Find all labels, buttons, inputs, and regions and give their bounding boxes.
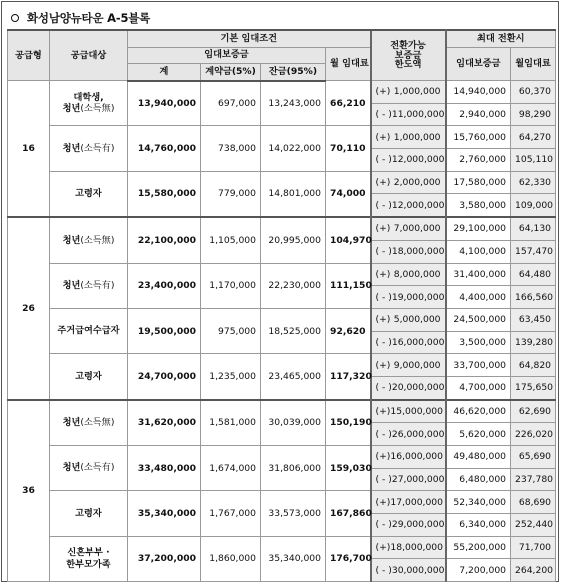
conversion-amount: 12,000,000 bbox=[391, 154, 445, 166]
total-cell: 14,760,000 bbox=[128, 126, 201, 171]
target-sub: (소득有) bbox=[80, 279, 115, 291]
table-row bbox=[8, 400, 556, 423]
balance-cell: 30,039,000 bbox=[261, 400, 326, 446]
total-cell: 24,700,000 bbox=[128, 354, 201, 400]
converted-rent-cell: 105,110 bbox=[511, 149, 556, 172]
monthly-rent-cell: 150,190 bbox=[326, 400, 371, 446]
target-cell bbox=[50, 81, 128, 126]
conversion-sign: (+) bbox=[375, 542, 391, 554]
conversion-amount: 26,000,000 bbox=[391, 428, 445, 440]
conversion-amount: 18,000,000 bbox=[391, 246, 445, 258]
conversion-amount: 18,000,000 bbox=[390, 542, 443, 554]
converted-deposit-cell: 6,480,000 bbox=[446, 468, 511, 491]
contract-cell: 975,000 bbox=[201, 308, 261, 353]
conversion-amount: 7,000,000 bbox=[393, 223, 441, 235]
conversion-sign: ( - ) bbox=[375, 246, 392, 258]
target-main: 청년 bbox=[62, 142, 81, 154]
conversion-amount: 27,000,000 bbox=[391, 474, 445, 486]
table-row bbox=[8, 81, 556, 104]
conversion-amount: 1,000,000 bbox=[393, 86, 441, 98]
converted-deposit-cell: 49,480,000 bbox=[446, 446, 511, 469]
conversion-sign: ( - ) bbox=[375, 336, 392, 348]
conversion-sign: ( - ) bbox=[375, 428, 392, 440]
target-main: 고령자 bbox=[75, 507, 102, 519]
converted-rent-cell: 175,650 bbox=[511, 376, 556, 399]
convertible-limit-cell bbox=[371, 126, 446, 149]
target-main: 고령자 bbox=[75, 188, 102, 200]
contract-cell: 1,860,000 bbox=[201, 536, 261, 581]
conversion-sign: (+) bbox=[375, 223, 391, 235]
target-sub: (소득無) bbox=[80, 234, 115, 246]
header-target: 공급대상 bbox=[50, 30, 128, 81]
conversion-amount: 9,000,000 bbox=[393, 359, 441, 371]
convertible-limit-cell bbox=[371, 514, 446, 537]
conversion-amount: 15,000,000 bbox=[390, 405, 443, 417]
converted-rent-cell: 64,270 bbox=[511, 126, 556, 149]
total-cell: 37,200,000 bbox=[128, 536, 201, 581]
conversion-amount: 1,000,000 bbox=[393, 131, 441, 143]
monthly-rent-cell: 176,700 bbox=[326, 536, 371, 581]
total-cell: 15,580,000 bbox=[128, 171, 201, 217]
converted-rent-cell: 139,280 bbox=[511, 331, 556, 354]
contract-cell: 697,000 bbox=[201, 81, 261, 126]
converted-rent-cell: 62,690 bbox=[511, 400, 556, 423]
converted-rent-cell: 64,130 bbox=[511, 217, 556, 240]
converted-deposit-cell: 29,100,000 bbox=[446, 217, 511, 240]
contract-cell: 1,235,000 bbox=[201, 354, 261, 400]
header-deposit: 임대보증금 bbox=[128, 47, 326, 64]
table-row bbox=[8, 171, 556, 194]
convertible-limit-cell bbox=[371, 331, 446, 354]
convertible-limit-cell bbox=[371, 171, 446, 194]
contract-cell: 1,581,000 bbox=[201, 400, 261, 446]
conversion-sign: (+) bbox=[375, 451, 391, 463]
balance-cell: 23,465,000 bbox=[261, 354, 326, 400]
converted-deposit-cell: 2,760,000 bbox=[446, 149, 511, 172]
header-max-conversion: 최대 전환시 bbox=[446, 30, 556, 47]
contract-cell: 779,000 bbox=[201, 171, 261, 217]
table-row bbox=[8, 446, 556, 469]
conversion-amount: 16,000,000 bbox=[390, 451, 443, 463]
header-supply-type: 공급형 bbox=[8, 30, 50, 81]
conversion-sign: ( - ) bbox=[375, 474, 392, 486]
converted-rent-cell: 252,440 bbox=[511, 514, 556, 537]
convertible-limit-cell bbox=[371, 423, 446, 446]
converted-rent-cell: 264,200 bbox=[511, 559, 556, 582]
total-cell: 13,940,000 bbox=[128, 81, 201, 126]
balance-cell: 14,801,000 bbox=[261, 171, 326, 217]
monthly-rent-cell: 111,150 bbox=[326, 263, 371, 308]
target-main: 대학생, 청년 bbox=[62, 91, 104, 115]
conversion-sign: ( - ) bbox=[375, 519, 392, 531]
circle-bullet-icon bbox=[11, 14, 19, 22]
target-main: 청년 bbox=[62, 417, 81, 429]
convertible-limit-cell bbox=[371, 308, 446, 331]
monthly-rent-cell: 70,110 bbox=[326, 126, 371, 171]
conversion-sign: (+) bbox=[375, 496, 391, 508]
target-cell bbox=[50, 400, 128, 446]
balance-cell: 35,340,000 bbox=[261, 536, 326, 581]
total-cell: 23,400,000 bbox=[128, 263, 201, 308]
balance-cell: 18,525,000 bbox=[261, 308, 326, 353]
target-main: 주거급여수급자 bbox=[57, 325, 120, 337]
conversion-sign: (+) bbox=[375, 177, 391, 189]
conversion-sign: ( - ) bbox=[375, 382, 392, 394]
header-basic-conditions: 기본 임대조건 bbox=[128, 30, 371, 47]
balance-cell: 33,573,000 bbox=[261, 491, 326, 536]
supply-type-cell: 26 bbox=[8, 217, 50, 400]
target-main: 청년 bbox=[62, 462, 81, 474]
table-row bbox=[8, 491, 556, 514]
convertible-limit-cell bbox=[371, 536, 446, 559]
convertible-limit-cell bbox=[371, 400, 446, 423]
converted-rent-cell: 98,290 bbox=[511, 103, 556, 126]
conversion-amount: 8,000,000 bbox=[393, 268, 441, 280]
convertible-limit-cell bbox=[371, 149, 446, 172]
monthly-rent-cell: 117,320 bbox=[326, 354, 371, 400]
conversion-amount: 2,000,000 bbox=[393, 177, 441, 189]
conversion-sign: (+) bbox=[375, 268, 391, 280]
monthly-rent-cell: 74,000 bbox=[326, 171, 371, 217]
converted-deposit-cell: 24,500,000 bbox=[446, 308, 511, 331]
converted-deposit-cell: 6,340,000 bbox=[446, 514, 511, 537]
target-cell bbox=[50, 217, 128, 263]
conversion-amount: 5,000,000 bbox=[393, 314, 441, 326]
converted-deposit-cell: 14,940,000 bbox=[446, 81, 511, 104]
header-contract: 계약금(5%) bbox=[201, 64, 261, 81]
converted-rent-cell: 237,780 bbox=[511, 468, 556, 491]
target-sub: (소득無) bbox=[80, 417, 115, 429]
target-cell bbox=[50, 354, 128, 400]
converted-rent-cell: 63,450 bbox=[511, 308, 556, 331]
target-sub: (소득無) bbox=[80, 103, 115, 115]
total-cell: 35,340,000 bbox=[128, 491, 201, 536]
balance-cell: 20,995,000 bbox=[261, 217, 326, 263]
header-convertible-limit: 전환가능 보증금 한도액 bbox=[371, 30, 446, 81]
conversion-sign: (+) bbox=[375, 314, 391, 326]
converted-deposit-cell: 46,620,000 bbox=[446, 400, 511, 423]
conversion-amount: 29,000,000 bbox=[391, 519, 445, 531]
conversion-amount: 20,000,000 bbox=[391, 382, 445, 394]
converted-deposit-cell: 15,760,000 bbox=[446, 126, 511, 149]
header-balance: 잔금(95%) bbox=[261, 64, 326, 81]
conversion-sign: ( - ) bbox=[375, 109, 392, 121]
convertible-limit-cell bbox=[371, 446, 446, 469]
target-main: 청년 bbox=[62, 279, 81, 291]
convertible-limit-cell bbox=[371, 491, 446, 514]
target-cell bbox=[50, 263, 128, 308]
convertible-limit-cell bbox=[371, 286, 446, 309]
total-cell: 22,100,000 bbox=[128, 217, 201, 263]
conversion-sign: ( - ) bbox=[375, 154, 392, 166]
contract-cell: 1,170,000 bbox=[201, 263, 261, 308]
conversion-amount: 17,000,000 bbox=[390, 496, 443, 508]
conversion-sign: (+) bbox=[375, 131, 391, 143]
converted-deposit-cell: 3,500,000 bbox=[446, 331, 511, 354]
table-row bbox=[8, 308, 556, 331]
convertible-limit-cell bbox=[371, 354, 446, 377]
target-cell bbox=[50, 536, 128, 581]
balance-cell: 13,243,000 bbox=[261, 81, 326, 126]
total-cell: 33,480,000 bbox=[128, 446, 201, 491]
table-row bbox=[8, 126, 556, 149]
converted-rent-cell: 157,470 bbox=[511, 240, 556, 263]
header-monthly-rent: 월 임대료 bbox=[326, 47, 371, 81]
target-main: 청년 bbox=[62, 234, 81, 246]
conversion-amount: 11,000,000 bbox=[391, 109, 445, 121]
table-row bbox=[8, 354, 556, 377]
converted-deposit-cell: 2,940,000 bbox=[446, 103, 511, 126]
converted-rent-cell: 60,370 bbox=[511, 81, 556, 104]
converted-rent-cell: 64,480 bbox=[511, 263, 556, 286]
convertible-limit-cell bbox=[371, 103, 446, 126]
converted-deposit-cell: 52,340,000 bbox=[446, 491, 511, 514]
converted-deposit-cell: 17,580,000 bbox=[446, 171, 511, 194]
converted-deposit-cell: 55,200,000 bbox=[446, 536, 511, 559]
converted-deposit-cell: 3,580,000 bbox=[446, 194, 511, 217]
converted-rent-cell: 64,820 bbox=[511, 354, 556, 377]
header-conv-rent: 월임대료 bbox=[511, 47, 556, 81]
table-row bbox=[8, 263, 556, 286]
converted-deposit-cell: 7,200,000 bbox=[446, 559, 511, 582]
contract-cell: 1,674,000 bbox=[201, 446, 261, 491]
page-title-text: 화성남양뉴타운 A-5블록 bbox=[27, 11, 151, 25]
table-row bbox=[8, 217, 556, 240]
conversion-sign: ( - ) bbox=[375, 199, 392, 211]
conversion-amount: 16,000,000 bbox=[391, 336, 445, 348]
target-cell bbox=[50, 446, 128, 491]
convertible-limit-cell bbox=[371, 194, 446, 217]
monthly-rent-cell: 92,620 bbox=[326, 308, 371, 353]
supply-type-cell: 36 bbox=[8, 400, 50, 582]
converted-rent-cell: 166,560 bbox=[511, 286, 556, 309]
conversion-sign: ( - ) bbox=[375, 291, 392, 303]
conversion-sign: (+) bbox=[375, 405, 391, 417]
target-cell bbox=[50, 171, 128, 217]
conversion-amount: 30,000,000 bbox=[391, 564, 445, 576]
supply-type-cell: 16 bbox=[8, 81, 50, 218]
conversion-amount: 12,000,000 bbox=[391, 199, 445, 211]
target-sub: (소득有) bbox=[80, 462, 115, 474]
total-cell: 19,500,000 bbox=[128, 308, 201, 353]
convertible-limit-cell bbox=[371, 263, 446, 286]
header-total: 계 bbox=[128, 64, 201, 81]
contract-cell: 1,105,000 bbox=[201, 217, 261, 263]
convertible-limit-cell bbox=[371, 217, 446, 240]
converted-deposit-cell: 4,100,000 bbox=[446, 240, 511, 263]
target-sub: (소득有) bbox=[80, 142, 115, 154]
convertible-limit-cell bbox=[371, 81, 446, 104]
contract-cell: 1,767,000 bbox=[201, 491, 261, 536]
convertible-limit-cell bbox=[371, 559, 446, 582]
converted-deposit-cell: 31,400,000 bbox=[446, 263, 511, 286]
converted-rent-cell: 68,690 bbox=[511, 491, 556, 514]
convertible-limit-cell bbox=[371, 468, 446, 491]
converted-deposit-cell: 4,400,000 bbox=[446, 286, 511, 309]
convertible-limit-cell bbox=[371, 240, 446, 263]
converted-rent-cell: 71,700 bbox=[511, 536, 556, 559]
target-main: 신혼부부 · 한부모가족 bbox=[66, 547, 111, 570]
target-cell bbox=[50, 491, 128, 536]
converted-deposit-cell: 4,700,000 bbox=[446, 376, 511, 399]
converted-rent-cell: 65,690 bbox=[511, 446, 556, 469]
converted-deposit-cell: 5,620,000 bbox=[446, 423, 511, 446]
table-row bbox=[8, 536, 556, 559]
converted-rent-cell: 226,020 bbox=[511, 423, 556, 446]
monthly-rent-cell: 104,970 bbox=[326, 217, 371, 263]
total-cell: 31,620,000 bbox=[128, 400, 201, 446]
balance-cell: 14,022,000 bbox=[261, 126, 326, 171]
converted-rent-cell: 62,330 bbox=[511, 171, 556, 194]
convertible-limit-cell bbox=[371, 376, 446, 399]
conversion-sign: (+) bbox=[375, 359, 391, 371]
monthly-rent-cell: 159,030 bbox=[326, 446, 371, 491]
converted-rent-cell: 109,000 bbox=[511, 194, 556, 217]
conversion-sign: ( - ) bbox=[375, 564, 392, 576]
target-cell bbox=[50, 308, 128, 353]
header-conv-deposit: 임대보증금 bbox=[446, 47, 511, 81]
page-title bbox=[11, 9, 150, 27]
balance-cell: 31,806,000 bbox=[261, 446, 326, 491]
converted-deposit-cell: 33,700,000 bbox=[446, 354, 511, 377]
conversion-sign: (+) bbox=[375, 86, 391, 98]
rental-conditions-table bbox=[7, 29, 556, 582]
monthly-rent-cell: 167,860 bbox=[326, 491, 371, 536]
conversion-amount: 19,000,000 bbox=[391, 291, 445, 303]
balance-cell: 22,230,000 bbox=[261, 263, 326, 308]
target-cell bbox=[50, 126, 128, 171]
contract-cell: 738,000 bbox=[201, 126, 261, 171]
monthly-rent-cell: 66,210 bbox=[326, 81, 371, 126]
target-main: 고령자 bbox=[75, 370, 102, 382]
